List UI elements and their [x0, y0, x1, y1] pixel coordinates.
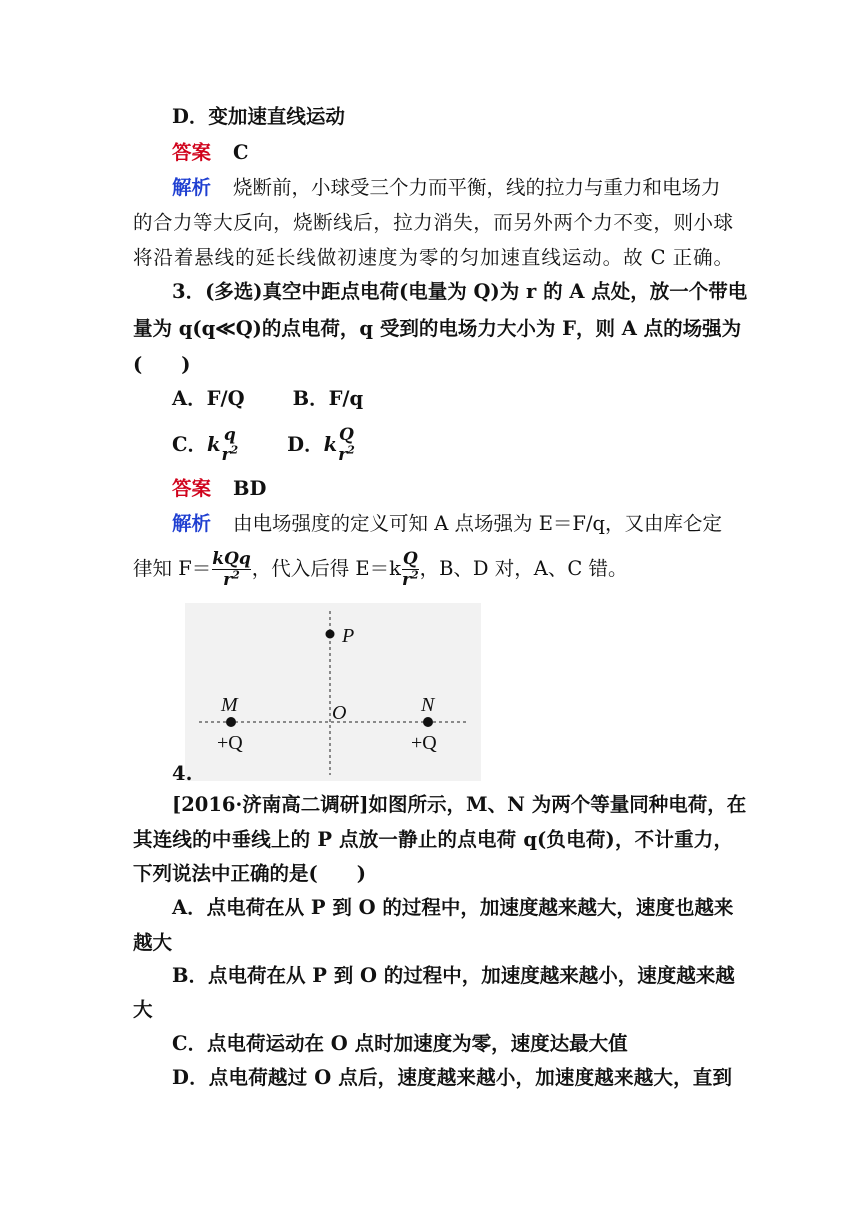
charge-n-label: +Q — [411, 732, 437, 754]
q3-stem-line-1: 3．(多选)真空中距点电荷(电量为 Q)为 r 的 A 点处，放一个带电 — [172, 280, 748, 303]
q3-options-cd — [172, 422, 732, 468]
q3-answer — [172, 475, 732, 503]
q2-analysis-line-1: 解析 烧断前，小球受三个力而平衡，线的拉力与重力和电场力 — [172, 176, 721, 199]
q2-option-d: D．变加速直线运动 — [172, 105, 345, 128]
q3-option-a: A．F/Q — [172, 387, 245, 410]
q2-answer — [172, 139, 732, 167]
analysis-label: 解析 — [172, 512, 212, 535]
q2-analysis-line-2: 的合力等大反向，烧断线后，拉力消失，而另外两个力不变，则小球 — [133, 211, 733, 234]
q3-option-c: C．k q $r^2$ — [172, 425, 239, 465]
q3-analysis-line-1: 解析 由电场强度的定义可知 A 点场强为 E＝F/q，又由库仑定 — [172, 512, 723, 535]
q3-stem-line-3: ( ) — [133, 353, 191, 376]
charge-diagram — [185, 603, 481, 781]
q3-option-b: B．F/q — [292, 387, 364, 410]
q4-option-c: C．点电荷运动在 O 点时加速度为零，速度达最大值 — [172, 1032, 628, 1055]
q4-stem-line-3: 下列说法中正确的是( ) — [133, 862, 366, 885]
coulomb-formula: $\frac{\text{kQq}}{r^2}$ — [212, 548, 251, 590]
answer-value: BD — [233, 477, 267, 500]
q4-option-b-line-1: B．点电荷在从 P 到 O 的过程中，加速度越来越小，速度越来越 — [172, 964, 735, 987]
point-p-dot — [326, 630, 335, 639]
q4-number: 4. — [172, 762, 193, 785]
charge-m-dot — [226, 717, 236, 727]
answer-value: C — [233, 141, 249, 164]
q3-stem-line-2: 量为 q(q≪Q)的点电荷，q 受到的电场力大小为 F，则 A 点的场强为 — [133, 317, 742, 340]
field-formula: $\frac{Q}{r^2}$ — [401, 548, 419, 590]
q4-option-a-line-1: A．点电荷在从 P 到 O 的过程中，加速度越来越大，速度也越来 — [172, 896, 734, 919]
label-m: M — [221, 694, 238, 716]
q3-option-d: D．k Q $r^2$ — [287, 425, 355, 465]
q4-option-a-line-2: 越大 — [133, 931, 173, 954]
q4-option-b-line-2: 大 — [133, 998, 153, 1021]
charge-n-dot — [423, 717, 433, 727]
label-n: N — [421, 694, 435, 716]
label-p: P — [342, 625, 355, 647]
answer-label: 答案 — [172, 477, 212, 500]
answer-label: 答案 — [172, 141, 212, 164]
q4-stem-line-2: 其连线的中垂线上的 P 点放一静止的点电荷 q(负电荷)，不计重力， — [133, 828, 733, 851]
label-o: O — [332, 702, 347, 724]
charge-m-label: +Q — [217, 732, 243, 754]
analysis-label: 解析 — [172, 176, 212, 199]
q2-analysis-line-3: 将沿着悬线的延长线做初速度为零的匀加速直线运动。故 C 正确。 — [133, 246, 733, 269]
q4-stem-line-1: [2016·济南高二调研]如图所示，M、N 为两个等量同种电荷，在 — [172, 793, 747, 816]
q3-options-ab — [172, 385, 732, 413]
q3-analysis-line-2: 律知 F＝ $\frac{\text{kQq}}{r^2}$ ，代入后得 E＝k $\frac{Q}{r^2}$ ，B、D 对，A、C 错。 — [133, 548, 628, 590]
q4-option-d-line-1: D．点电荷越过 O 点后，速度越来越小，加速度越来越大，直到 — [172, 1066, 732, 1089]
diagram-background — [185, 603, 481, 781]
